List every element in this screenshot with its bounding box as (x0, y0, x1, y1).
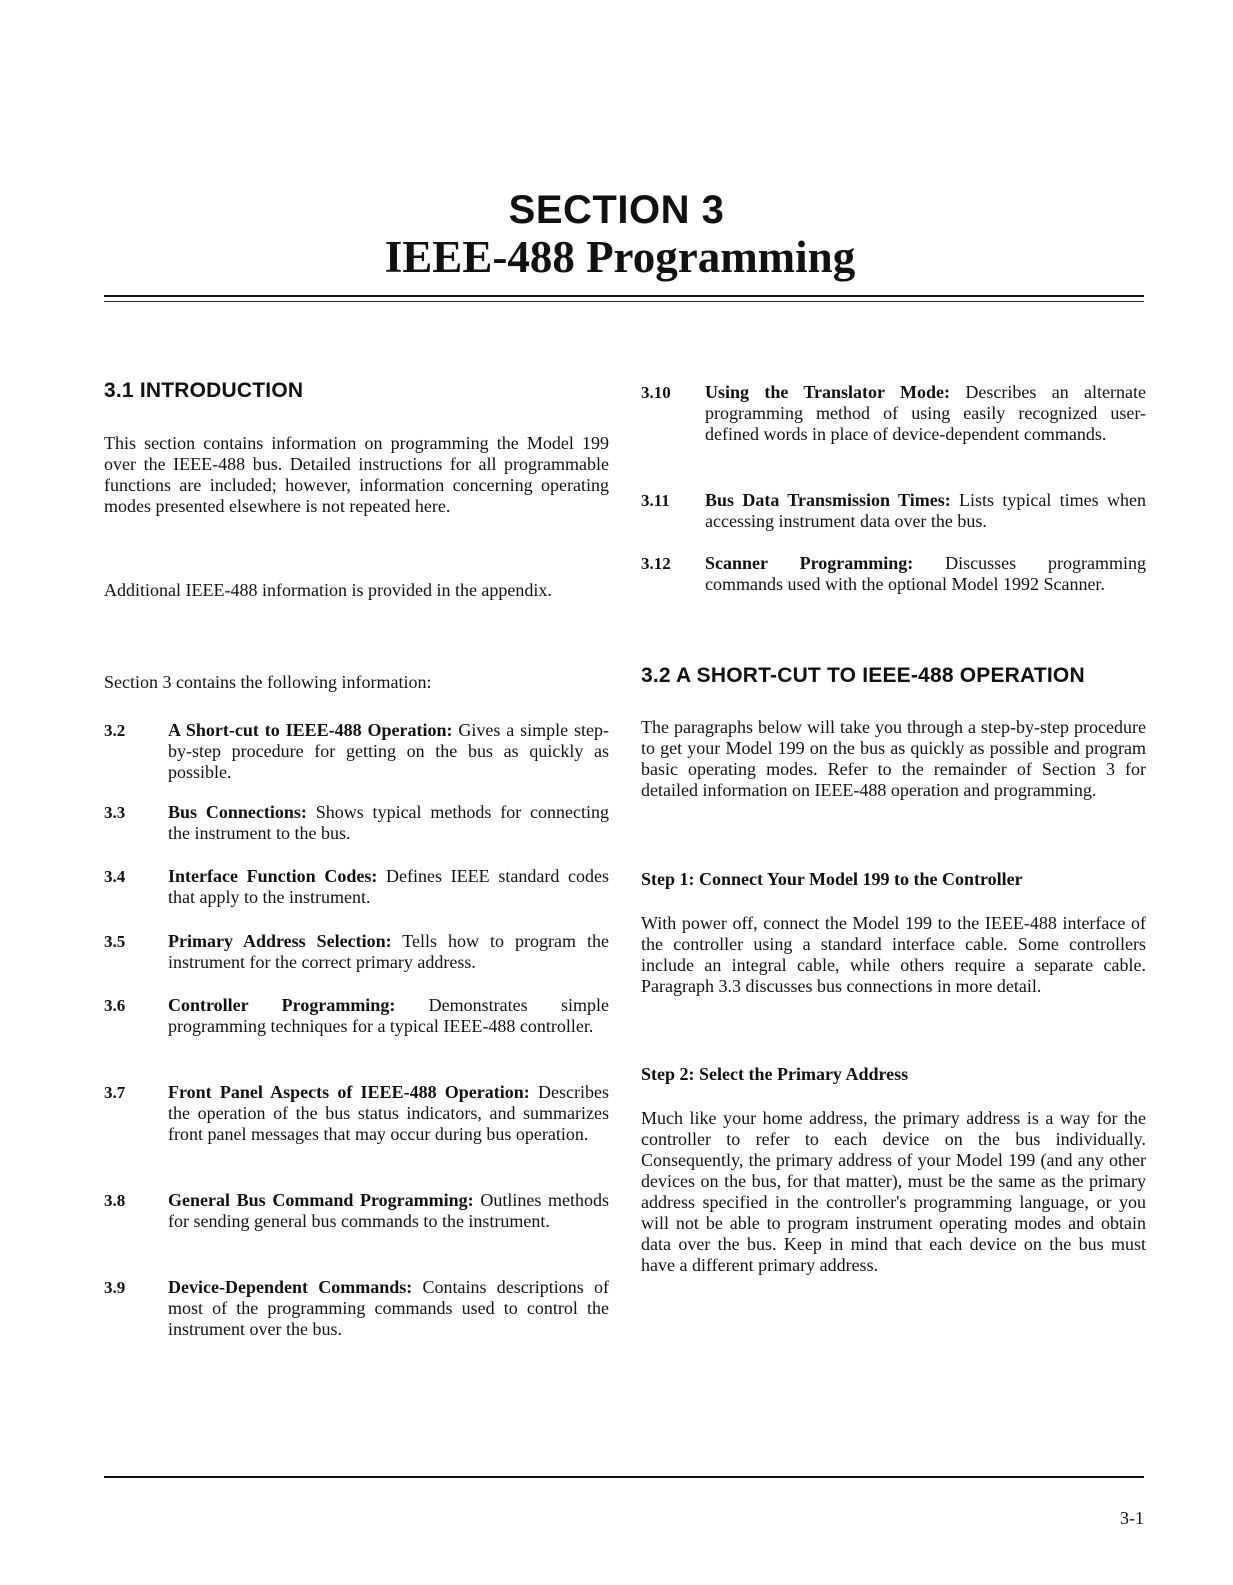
contents-item-3-11 (641, 490, 1146, 532)
section-label: SECTION 3 (508, 188, 725, 232)
appendix-paragraph: Additional IEEE-488 information is provided in the appendix. (104, 580, 552, 600)
item-title: Bus Connections: (168, 802, 307, 822)
item-description: Lists typical times when accessing instrument data over the bus. (705, 490, 1146, 531)
item-number: 3.11 (641, 491, 670, 510)
intro-heading: 3.1 INTRODUCTION (104, 379, 304, 402)
contents-item-3-2 (104, 720, 609, 783)
item-number: 3.10 (641, 383, 671, 402)
item-number: 3.4 (104, 867, 126, 886)
item-number: 3.12 (641, 554, 671, 573)
shortcut-paragraph: The paragraphs below will take you through a step-by-step procedure to get your Model 199 on the bus as quickly as possible and program basic operating modes. Refer to the remainder of Section 3 for detailed information on IEEE-488 operation and programming. (641, 717, 1146, 800)
item-number: 3.2 (104, 721, 126, 740)
contents-item-3-5 (104, 931, 609, 973)
contents-item-3-9 (104, 1277, 609, 1340)
contents-item-3-4 (104, 866, 609, 908)
item-title: Bus Data Transmission Times: (705, 490, 951, 510)
item-title: Using the Translator Mode: (705, 382, 951, 402)
footer-rule (104, 1476, 1144, 1478)
item-description: Gives a simple step-by-step procedure for getting on the bus as quickly as possible. (168, 720, 609, 782)
item-title: Device-Dependent Commands: (168, 1277, 413, 1297)
step1-heading: Step 1: Connect Your Model 199 to the Controller (641, 869, 1023, 889)
header-rule (104, 295, 1144, 297)
item-title: Interface Function Codes: (168, 866, 378, 886)
item-description: Discusses programming commands used with the optional Model 1992 Scanner. (705, 553, 1146, 594)
contents-item-3-12 (641, 553, 1146, 595)
item-description: Describes an alternate programming method of using easily recognized user-defined words in place of device-dependent commands. (705, 382, 1146, 444)
item-description: Describes the operation of the bus status indicators, and summarizes front panel messages that may occur during bus operation. (168, 1082, 609, 1144)
item-description: Outlines methods for sending general bus commands to the instrument. (168, 1190, 610, 1231)
step2-paragraph: Much like your home address, the primary address is a way for the controller to refer to each device on the bus individually. Consequently, the primary address of your Model 199 (and any other devices on the bus, for that matter), must be the same as the primary address specified in the controller's programming language, or you will not be able to program instrument operating modes and obtain data over the bus. Keep in mind that each device on the bus must have a different primary address. (641, 1108, 1146, 1275)
item-description: Demonstrates simple programming techniques for a typical IEEE-488 controller. (168, 995, 609, 1036)
step2-heading: Step 2: Select the Primary Address (641, 1064, 909, 1084)
page-number: 3-1 (1120, 1508, 1144, 1528)
item-description: Contains descriptions of most of the programming commands used to control the instrument over the bus. (168, 1277, 609, 1339)
item-title: Controller Programming: (168, 995, 396, 1015)
contents-item-3-3 (104, 802, 609, 844)
item-description: Shows typical methods for connecting the instrument to the bus. (168, 802, 610, 843)
item-number: 3.7 (104, 1083, 126, 1102)
item-title: General Bus Command Programming: (168, 1190, 474, 1210)
shortcut-heading: 3.2 A SHORT-CUT TO IEEE-488 OPERATION (641, 664, 1085, 687)
item-title: Front Panel Aspects of IEEE-488 Operation: (168, 1082, 530, 1102)
header-rule-secondary (104, 301, 1144, 302)
step1-paragraph: With power off, connect the Model 199 to the IEEE-488 interface of the controller using a standard interface cable. Some controllers include an integral cable, while others require a separate cable. Paragraph 3.3 discusses bus connections in more detail. (641, 913, 1146, 996)
item-title: A Short-cut to IEEE-488 Operation: (168, 720, 453, 740)
contents-item-3-7 (104, 1082, 609, 1145)
item-number: 3.8 (104, 1191, 126, 1210)
page-title: IEEE-488 Programming (384, 232, 856, 282)
contents-intro: Section 3 contains the following information: (104, 672, 432, 692)
item-title: Scanner Programming: (705, 553, 914, 573)
item-description: Defines IEEE standard codes that apply to the instrument. (168, 866, 609, 907)
item-number: 3.6 (104, 996, 126, 1015)
item-number: 3.5 (104, 932, 126, 951)
item-title: Primary Address Selection: (168, 931, 392, 951)
contents-item-3-8 (104, 1190, 609, 1232)
item-number: 3.3 (104, 803, 126, 822)
item-description: Tells how to program the instrument for the correct primary address. (168, 931, 609, 972)
contents-item-3-6 (104, 995, 609, 1037)
item-number: 3.9 (104, 1278, 126, 1297)
contents-item-3-10 (641, 382, 1146, 445)
intro-paragraph: This section contains information on programming the Model 199 over the IEEE-488 bus. Detailed instructions for all programmable functions are included; however, information concerning operating modes presented elsewhere is not repeated here. (104, 433, 609, 516)
